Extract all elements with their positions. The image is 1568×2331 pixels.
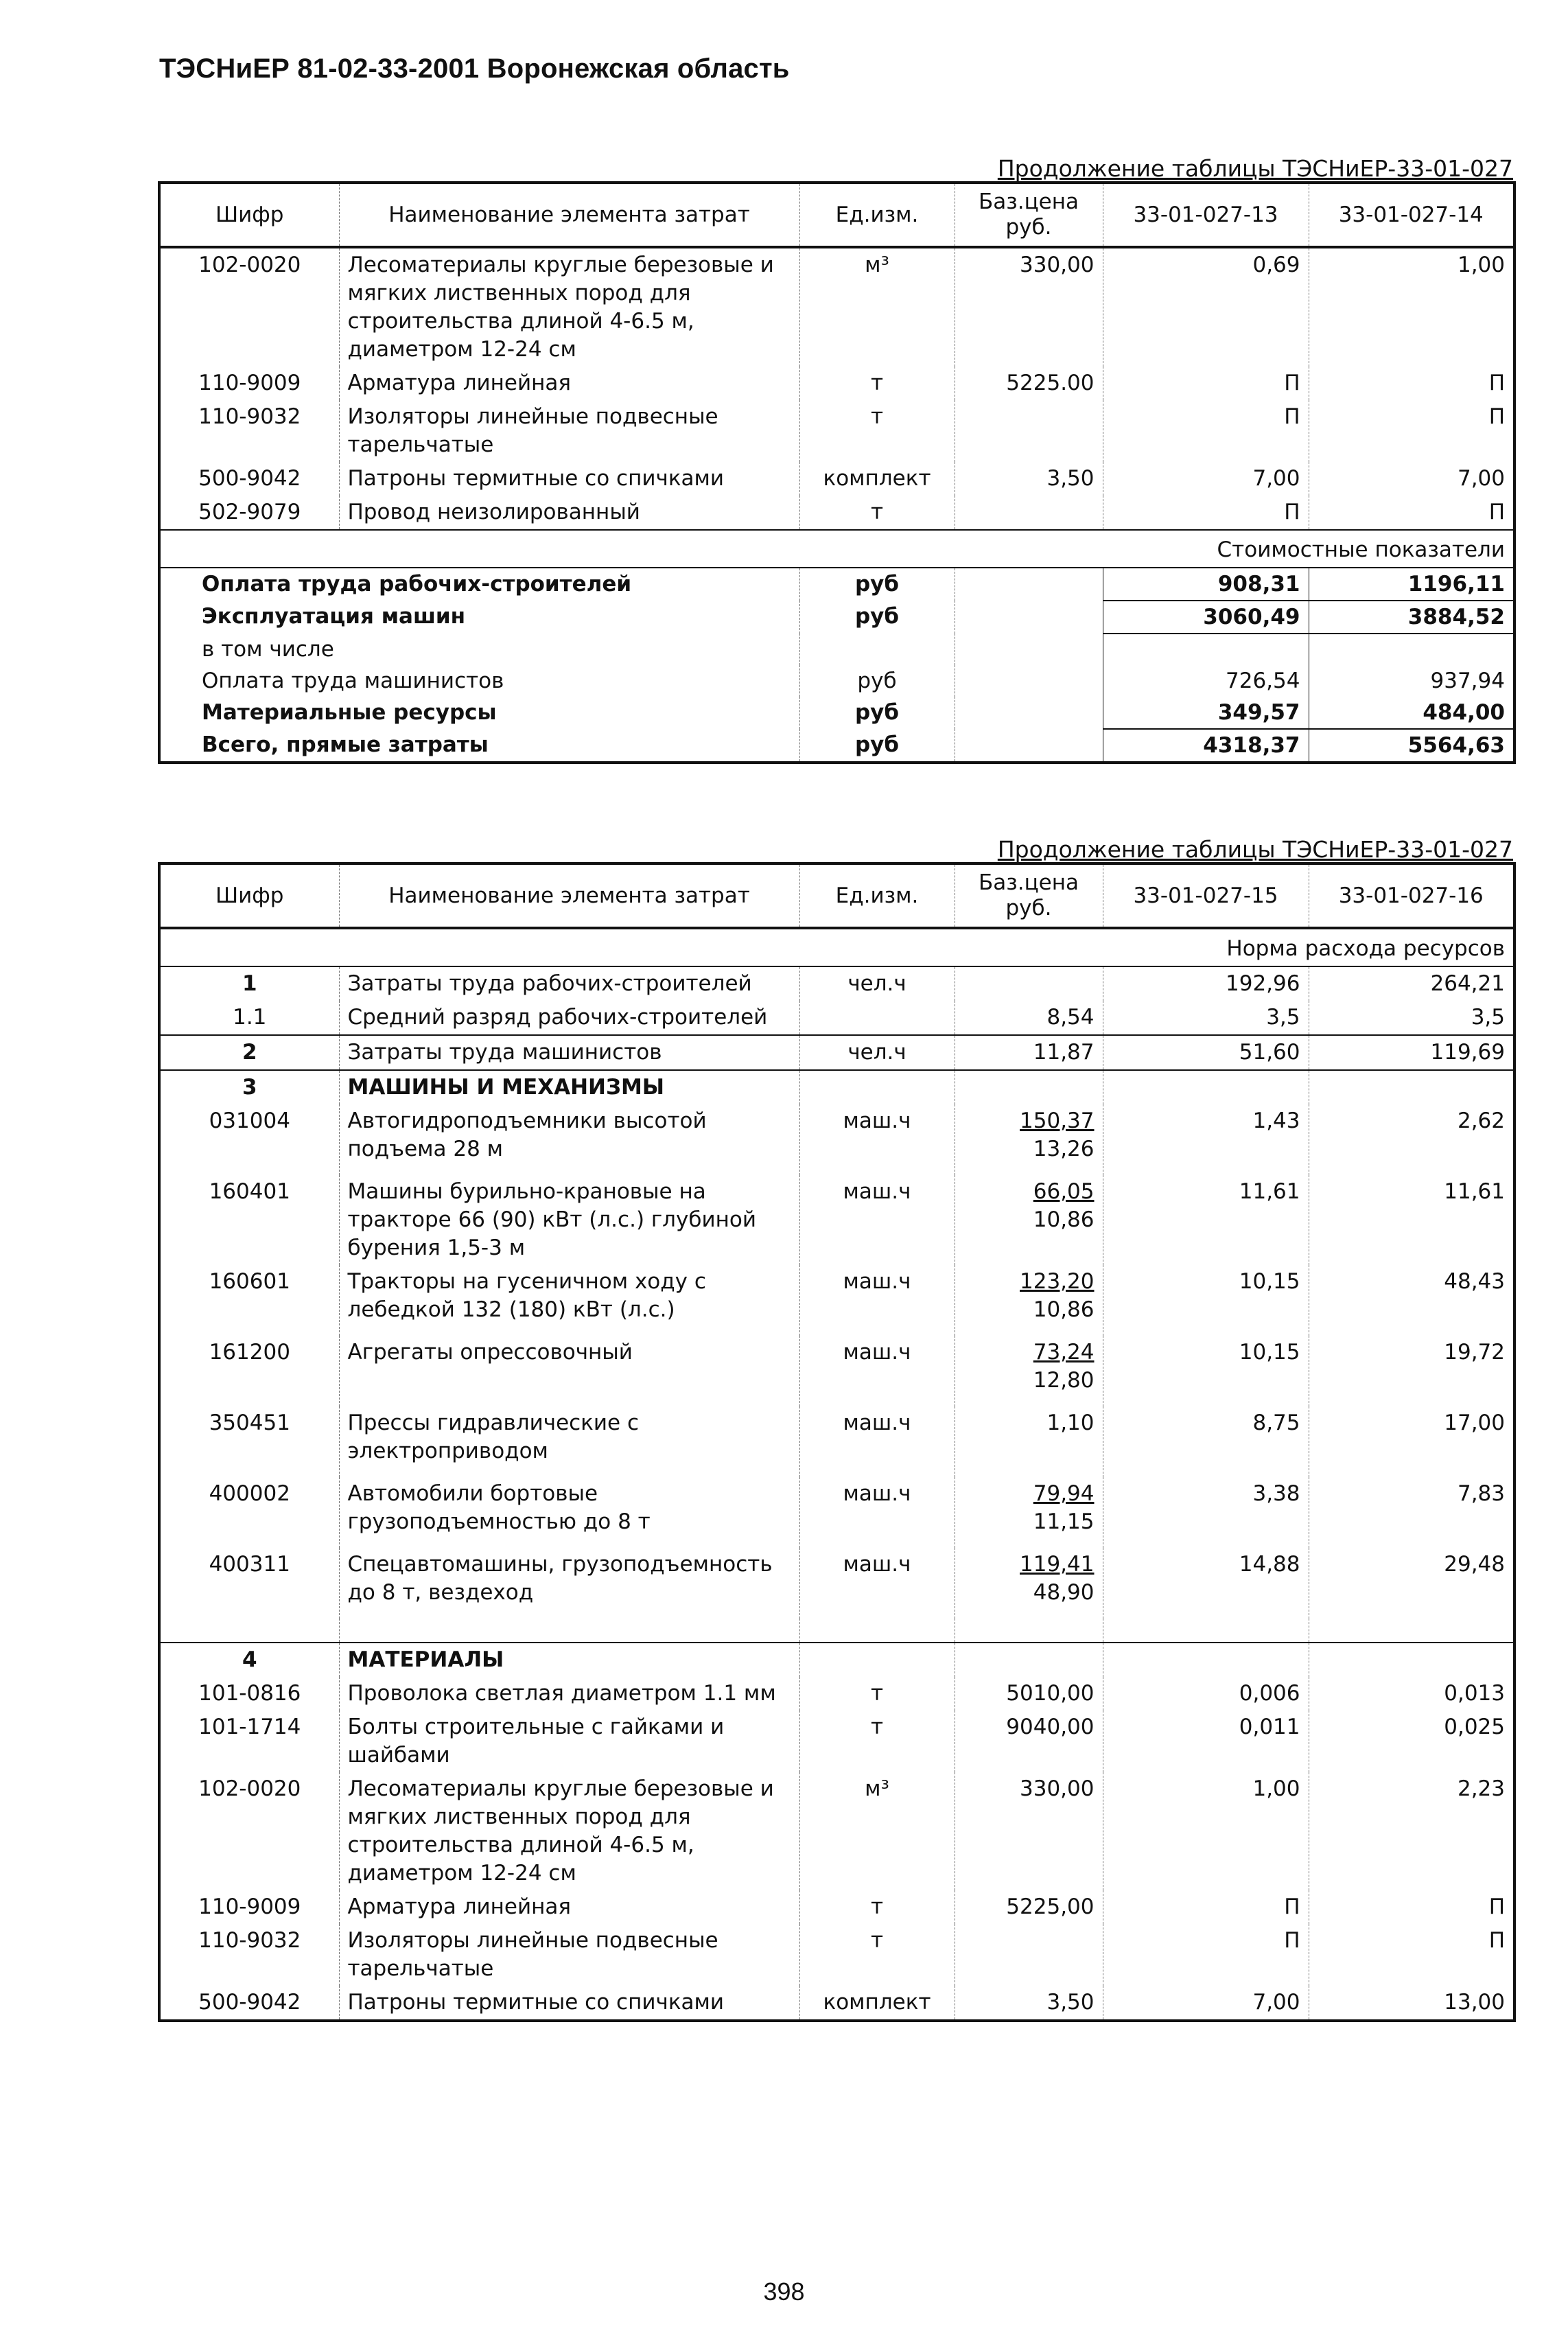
cost-empty — [955, 601, 1103, 634]
cost-empty — [955, 729, 1103, 763]
row-price: 5225.00 — [955, 367, 1103, 400]
row-unit: маш.ч — [799, 1477, 955, 1548]
price-base: 150,37 — [1020, 1109, 1095, 1133]
cost-value-1: 726,54 — [1103, 665, 1309, 697]
price-base: 66,05 — [1033, 1179, 1095, 1204]
row-name: Болты строительные с гайками и шайбами — [339, 1710, 799, 1772]
row-code: 160601 — [209, 1269, 290, 1294]
row-value-2: 17,00 — [1309, 1406, 1514, 1477]
cost-value-2: 484,00 — [1309, 697, 1514, 729]
row-price: 8,54 — [955, 1001, 1103, 1035]
row-value-1: 0,006 — [1103, 1677, 1309, 1710]
row-name: Патроны термитные со спичками — [339, 1986, 799, 2021]
cost-unit: руб — [799, 568, 955, 601]
table-row — [159, 1924, 1514, 1986]
resource-table-2 — [158, 862, 1516, 2022]
col-header-name: Наименование элемента затрат — [339, 863, 799, 928]
price-labor: 13,26 — [1033, 1137, 1095, 1161]
row-code: 400002 — [209, 1481, 290, 1506]
row-value-2: 11,61 — [1309, 1175, 1514, 1265]
row-name: Затраты труда рабочих-строителей — [339, 966, 799, 1001]
table-row — [159, 247, 1514, 367]
row-value-1: П — [1103, 367, 1309, 400]
cost-unit: руб — [799, 601, 955, 634]
row-code: 110-9032 — [198, 1928, 301, 1953]
row-value-1: 51,60 — [1103, 1035, 1309, 1070]
row-unit: т — [799, 1890, 955, 1924]
cost-value-2: 3884,52 — [1309, 601, 1514, 634]
row-name: Изоляторы линейные подвесные тарельчатые — [339, 1924, 799, 1986]
cost-empty — [955, 665, 1103, 697]
col-header-price: Баз.цена руб. — [955, 863, 1103, 928]
row-value-2: 0,025 — [1309, 1710, 1514, 1772]
row-price — [955, 496, 1103, 530]
row-name: Изоляторы линейные подвесные тарельчатые — [339, 400, 799, 462]
row-name: Лесоматериалы круглые березовые и мягких лиственных пород для строительства длиной 4-6.5 м, диаметром 12-24 см — [339, 247, 799, 367]
row-price — [955, 1265, 1103, 1336]
row-name: Машины бурильно-крановые на тракторе 66 (90) кВт (л.с.) глубиной бурения 1,5-3 м — [339, 1175, 799, 1265]
row-code: 161200 — [209, 1340, 290, 1365]
row-code: 160401 — [209, 1179, 290, 1204]
row-value-2: 2,23 — [1309, 1772, 1514, 1890]
section-empty — [1103, 1643, 1309, 1677]
section-number: 3 — [159, 1070, 339, 1104]
table-row — [159, 1406, 1514, 1477]
row-unit: т — [799, 400, 955, 462]
cost-empty — [955, 568, 1103, 601]
col-header-norm-13: 33-01-027-13 — [1103, 183, 1309, 247]
section-empty — [1309, 1643, 1514, 1677]
row-unit: комплект — [799, 462, 955, 496]
row-name: Лесоматериалы круглые березовые и мягких лиственных пород для строительства длиной 4-6.5 м, диаметром 12-24 см — [339, 1772, 799, 1890]
col-header-norm-14: 33-01-027-14 — [1309, 183, 1514, 247]
row-value-1: П — [1103, 1890, 1309, 1924]
row-value-2: П — [1309, 400, 1514, 462]
row-price: 5225,00 — [955, 1890, 1103, 1924]
cost-header-label: Стоимостные показатели — [159, 530, 1514, 568]
cost-row — [159, 634, 1514, 665]
cost-name: Оплата труда рабочих-строителей — [202, 572, 632, 596]
row-unit: комплект — [799, 1986, 955, 2021]
cost-value-2 — [1309, 634, 1514, 665]
table-row — [159, 1104, 1514, 1175]
section-empty — [955, 1643, 1103, 1677]
page-number: 398 — [763, 2277, 805, 2306]
table2-continuation-note: Продолжение таблицы ТЭСНиЕР-33-01-027 — [997, 836, 1513, 863]
table-row — [159, 1336, 1514, 1406]
price-base: 73,24 — [1033, 1340, 1095, 1365]
spacer-cell — [1309, 1619, 1514, 1643]
cost-value-2: 5564,63 — [1309, 729, 1514, 763]
row-value-2: 7,83 — [1309, 1477, 1514, 1548]
row-price — [955, 966, 1103, 1001]
section-title-row — [159, 1070, 1514, 1104]
row-value-2: 7,00 — [1309, 462, 1514, 496]
table-row — [159, 1710, 1514, 1772]
spacer-cell — [799, 1619, 955, 1643]
row-value-2: 48,43 — [1309, 1265, 1514, 1336]
row-code: 400311 — [209, 1552, 290, 1577]
cost-row — [159, 665, 1514, 697]
cost-value-1: 349,57 — [1103, 697, 1309, 729]
row-price — [955, 1175, 1103, 1265]
price-labor: 10,86 — [1033, 1297, 1095, 1322]
section-title: МАТЕРИАЛЫ — [339, 1643, 799, 1677]
col-header-code: Шифр — [159, 863, 339, 928]
resource-table-1 — [158, 181, 1516, 764]
cost-name: Всего, прямые затраты — [202, 732, 489, 757]
row-name: Автогидроподъемники высотой подъема 28 м — [339, 1104, 799, 1175]
section-title-row — [159, 1643, 1514, 1677]
row-unit: маш.ч — [799, 1336, 955, 1406]
spacer-cell — [159, 1619, 339, 1643]
cost-unit: руб — [799, 729, 955, 763]
table-header-row — [159, 863, 1514, 928]
cost-name: Оплата труда машинистов — [202, 669, 504, 693]
price-base: 119,41 — [1020, 1552, 1095, 1577]
row-name: Агрегаты опрессовочный — [339, 1336, 799, 1406]
row-code: 110-9032 — [198, 404, 301, 429]
row-name: Затраты труда машинистов — [339, 1035, 799, 1070]
row-name: Тракторы на гусеничном ходу с лебедкой 132 (180) кВт (л.с.) — [339, 1265, 799, 1336]
spacer-row — [159, 1619, 1514, 1643]
row-price — [955, 1548, 1103, 1619]
cost-value-1: 908,31 — [1103, 568, 1309, 601]
row-price — [955, 1477, 1103, 1548]
section-number: 4 — [159, 1643, 339, 1677]
cost-section-header — [159, 530, 1514, 568]
cost-name: Материальные ресурсы — [202, 700, 497, 725]
row-code: 031004 — [209, 1109, 290, 1133]
row-value-1: 10,15 — [1103, 1336, 1309, 1406]
price-labor: 11,15 — [1033, 1509, 1095, 1534]
spacer-cell — [339, 1619, 799, 1643]
row-price: 3,50 — [955, 1986, 1103, 2021]
row-price: 330,00 — [955, 247, 1103, 367]
row-price: 11,87 — [955, 1035, 1103, 1070]
row-name: Патроны термитные со спичками — [339, 462, 799, 496]
row-code: 2 — [159, 1035, 339, 1070]
row-unit: т — [799, 367, 955, 400]
norm-section-header — [159, 928, 1514, 966]
cost-unit: руб — [799, 665, 955, 697]
table-row — [159, 966, 1514, 1001]
price-labor: 12,80 — [1033, 1368, 1095, 1393]
row-value-2: 0,013 — [1309, 1677, 1514, 1710]
row-value-1: 7,00 — [1103, 1986, 1309, 2021]
row-code: 500-9042 — [198, 1990, 301, 2015]
table-row — [159, 1477, 1514, 1548]
section-empty — [1309, 1070, 1514, 1104]
row-unit — [799, 1001, 955, 1035]
cost-row — [159, 568, 1514, 601]
table-row — [159, 1035, 1514, 1070]
row-value-2: 13,00 — [1309, 1986, 1514, 2021]
row-value-1: 11,61 — [1103, 1175, 1309, 1265]
row-value-1: 1,00 — [1103, 1772, 1309, 1890]
row-code: 110-9009 — [198, 371, 301, 395]
table-row — [159, 1175, 1514, 1265]
table1-continuation-note: Продолжение таблицы ТЭСНиЕР-33-01-027 — [997, 155, 1513, 182]
row-name: Спецавтомашины, грузоподъемность до 8 т, вездеход — [339, 1548, 799, 1619]
table-row — [159, 1986, 1514, 2021]
col-header-unit: Ед.изм. — [799, 863, 955, 928]
table-row — [159, 496, 1514, 530]
row-value-2: П — [1309, 367, 1514, 400]
col-header-unit: Ед.изм. — [799, 183, 955, 247]
table-row — [159, 1001, 1514, 1035]
row-value-2: П — [1309, 496, 1514, 530]
norm-header-label: Норма расхода ресурсов — [159, 928, 1514, 966]
row-value-1: 14,88 — [1103, 1548, 1309, 1619]
price-base: 79,94 — [1033, 1481, 1095, 1506]
row-price — [955, 400, 1103, 462]
row-value-2: 1,00 — [1309, 247, 1514, 367]
row-price: 5010,00 — [955, 1677, 1103, 1710]
row-code: 350451 — [209, 1411, 290, 1435]
cost-unit — [799, 634, 955, 665]
row-code: 502-9079 — [198, 500, 301, 524]
cost-value-2: 1196,11 — [1309, 568, 1514, 601]
row-unit: маш.ч — [799, 1265, 955, 1336]
row-unit: т — [799, 1677, 955, 1710]
row-value-1: П — [1103, 1924, 1309, 1986]
cost-row — [159, 729, 1514, 763]
row-value-1: П — [1103, 496, 1309, 530]
section-empty — [955, 1070, 1103, 1104]
cost-unit: руб — [799, 697, 955, 729]
section-empty — [799, 1070, 955, 1104]
cost-empty — [955, 697, 1103, 729]
row-price: 330,00 — [955, 1772, 1103, 1890]
row-unit: маш.ч — [799, 1104, 955, 1175]
row-value-2: 264,21 — [1309, 966, 1514, 1001]
row-unit: маш.ч — [799, 1175, 955, 1265]
row-name: Прессы гидравлические с электроприводом — [339, 1406, 799, 1477]
row-code: 102-0020 — [198, 1776, 301, 1801]
row-name: Провод неизолированный — [339, 496, 799, 530]
row-unit: маш.ч — [799, 1548, 955, 1619]
row-value-2: 119,69 — [1309, 1035, 1514, 1070]
row-value-1: 1,43 — [1103, 1104, 1309, 1175]
section-empty — [799, 1643, 955, 1677]
cost-value-1: 3060,49 — [1103, 601, 1309, 634]
document-title: ТЭСНиЕР 81-02-33-2001 Воронежская область — [159, 54, 790, 84]
table-row — [159, 1772, 1514, 1890]
row-unit: м³ — [799, 1772, 955, 1890]
row-price — [955, 1104, 1103, 1175]
table-row — [159, 462, 1514, 496]
col-header-code: Шифр — [159, 183, 339, 247]
row-price — [955, 1406, 1103, 1477]
row-price — [955, 1336, 1103, 1406]
cost-name: в том числе — [202, 637, 334, 662]
row-code: 102-0020 — [198, 253, 301, 277]
row-name: Проволока светлая диаметром 1.1 мм — [339, 1677, 799, 1710]
price-labor: 48,90 — [1033, 1580, 1095, 1605]
row-code: 110-9009 — [198, 1894, 301, 1919]
col-header-price: Баз.цена руб. — [955, 183, 1103, 247]
row-code: 1 — [242, 971, 257, 996]
row-code: 1.1 — [233, 1005, 267, 1030]
row-value-1: П — [1103, 400, 1309, 462]
row-unit: чел.ч — [799, 1035, 955, 1070]
col-header-norm-16: 33-01-027-16 — [1309, 863, 1514, 928]
row-value-2: 3,5 — [1309, 1001, 1514, 1035]
section-title: МАШИНЫ И МЕХАНИЗМЫ — [339, 1070, 799, 1104]
cost-value-1 — [1103, 634, 1309, 665]
row-value-2: П — [1309, 1890, 1514, 1924]
row-unit: т — [799, 496, 955, 530]
spacer-cell — [1103, 1619, 1309, 1643]
cost-name: Эксплуатация машин — [202, 604, 466, 629]
row-value-2: 29,48 — [1309, 1548, 1514, 1619]
row-value-1: 8,75 — [1103, 1406, 1309, 1477]
row-value-2: 19,72 — [1309, 1336, 1514, 1406]
table-row — [159, 400, 1514, 462]
cost-value-2: 937,94 — [1309, 665, 1514, 697]
row-value-2: 2,62 — [1309, 1104, 1514, 1175]
table-header-row — [159, 183, 1514, 247]
row-value-1: 10,15 — [1103, 1265, 1309, 1336]
row-value-1: 0,69 — [1103, 247, 1309, 367]
spacer-cell — [955, 1619, 1103, 1643]
price-base: 123,20 — [1020, 1269, 1095, 1294]
table-row — [159, 367, 1514, 400]
row-unit: м³ — [799, 247, 955, 367]
row-code: 101-1714 — [198, 1715, 301, 1739]
row-value-1: 7,00 — [1103, 462, 1309, 496]
row-name: Автомобили бортовые грузоподъемностью до 8 т — [339, 1477, 799, 1548]
row-value-1: 3,5 — [1103, 1001, 1309, 1035]
row-value-1: 0,011 — [1103, 1710, 1309, 1772]
row-price: 3,50 — [955, 462, 1103, 496]
cost-row — [159, 697, 1514, 729]
row-unit: чел.ч — [799, 966, 955, 1001]
cost-value-1: 4318,37 — [1103, 729, 1309, 763]
table-row — [159, 1548, 1514, 1619]
row-code: 101-0816 — [198, 1681, 301, 1706]
price-labor: 10,86 — [1033, 1207, 1095, 1232]
row-name: Средний разряд рабочих-строителей — [339, 1001, 799, 1035]
row-unit: маш.ч — [799, 1406, 955, 1477]
row-name: Арматура линейная — [339, 367, 799, 400]
section-empty — [1103, 1070, 1309, 1104]
table-row — [159, 1890, 1514, 1924]
price-base: 1,10 — [1046, 1411, 1095, 1435]
col-header-norm-15: 33-01-027-15 — [1103, 863, 1309, 928]
cost-row — [159, 601, 1514, 634]
row-price: 9040,00 — [955, 1710, 1103, 1772]
row-value-1: 3,38 — [1103, 1477, 1309, 1548]
row-value-1: 192,96 — [1103, 966, 1309, 1001]
cost-empty — [955, 634, 1103, 665]
row-value-2: П — [1309, 1924, 1514, 1986]
row-price — [955, 1924, 1103, 1986]
table-row — [159, 1265, 1514, 1336]
row-unit: т — [799, 1710, 955, 1772]
row-name: Арматура линейная — [339, 1890, 799, 1924]
table-row — [159, 1677, 1514, 1710]
row-unit: т — [799, 1924, 955, 1986]
col-header-name: Наименование элемента затрат — [339, 183, 799, 247]
row-code: 500-9042 — [198, 466, 301, 491]
